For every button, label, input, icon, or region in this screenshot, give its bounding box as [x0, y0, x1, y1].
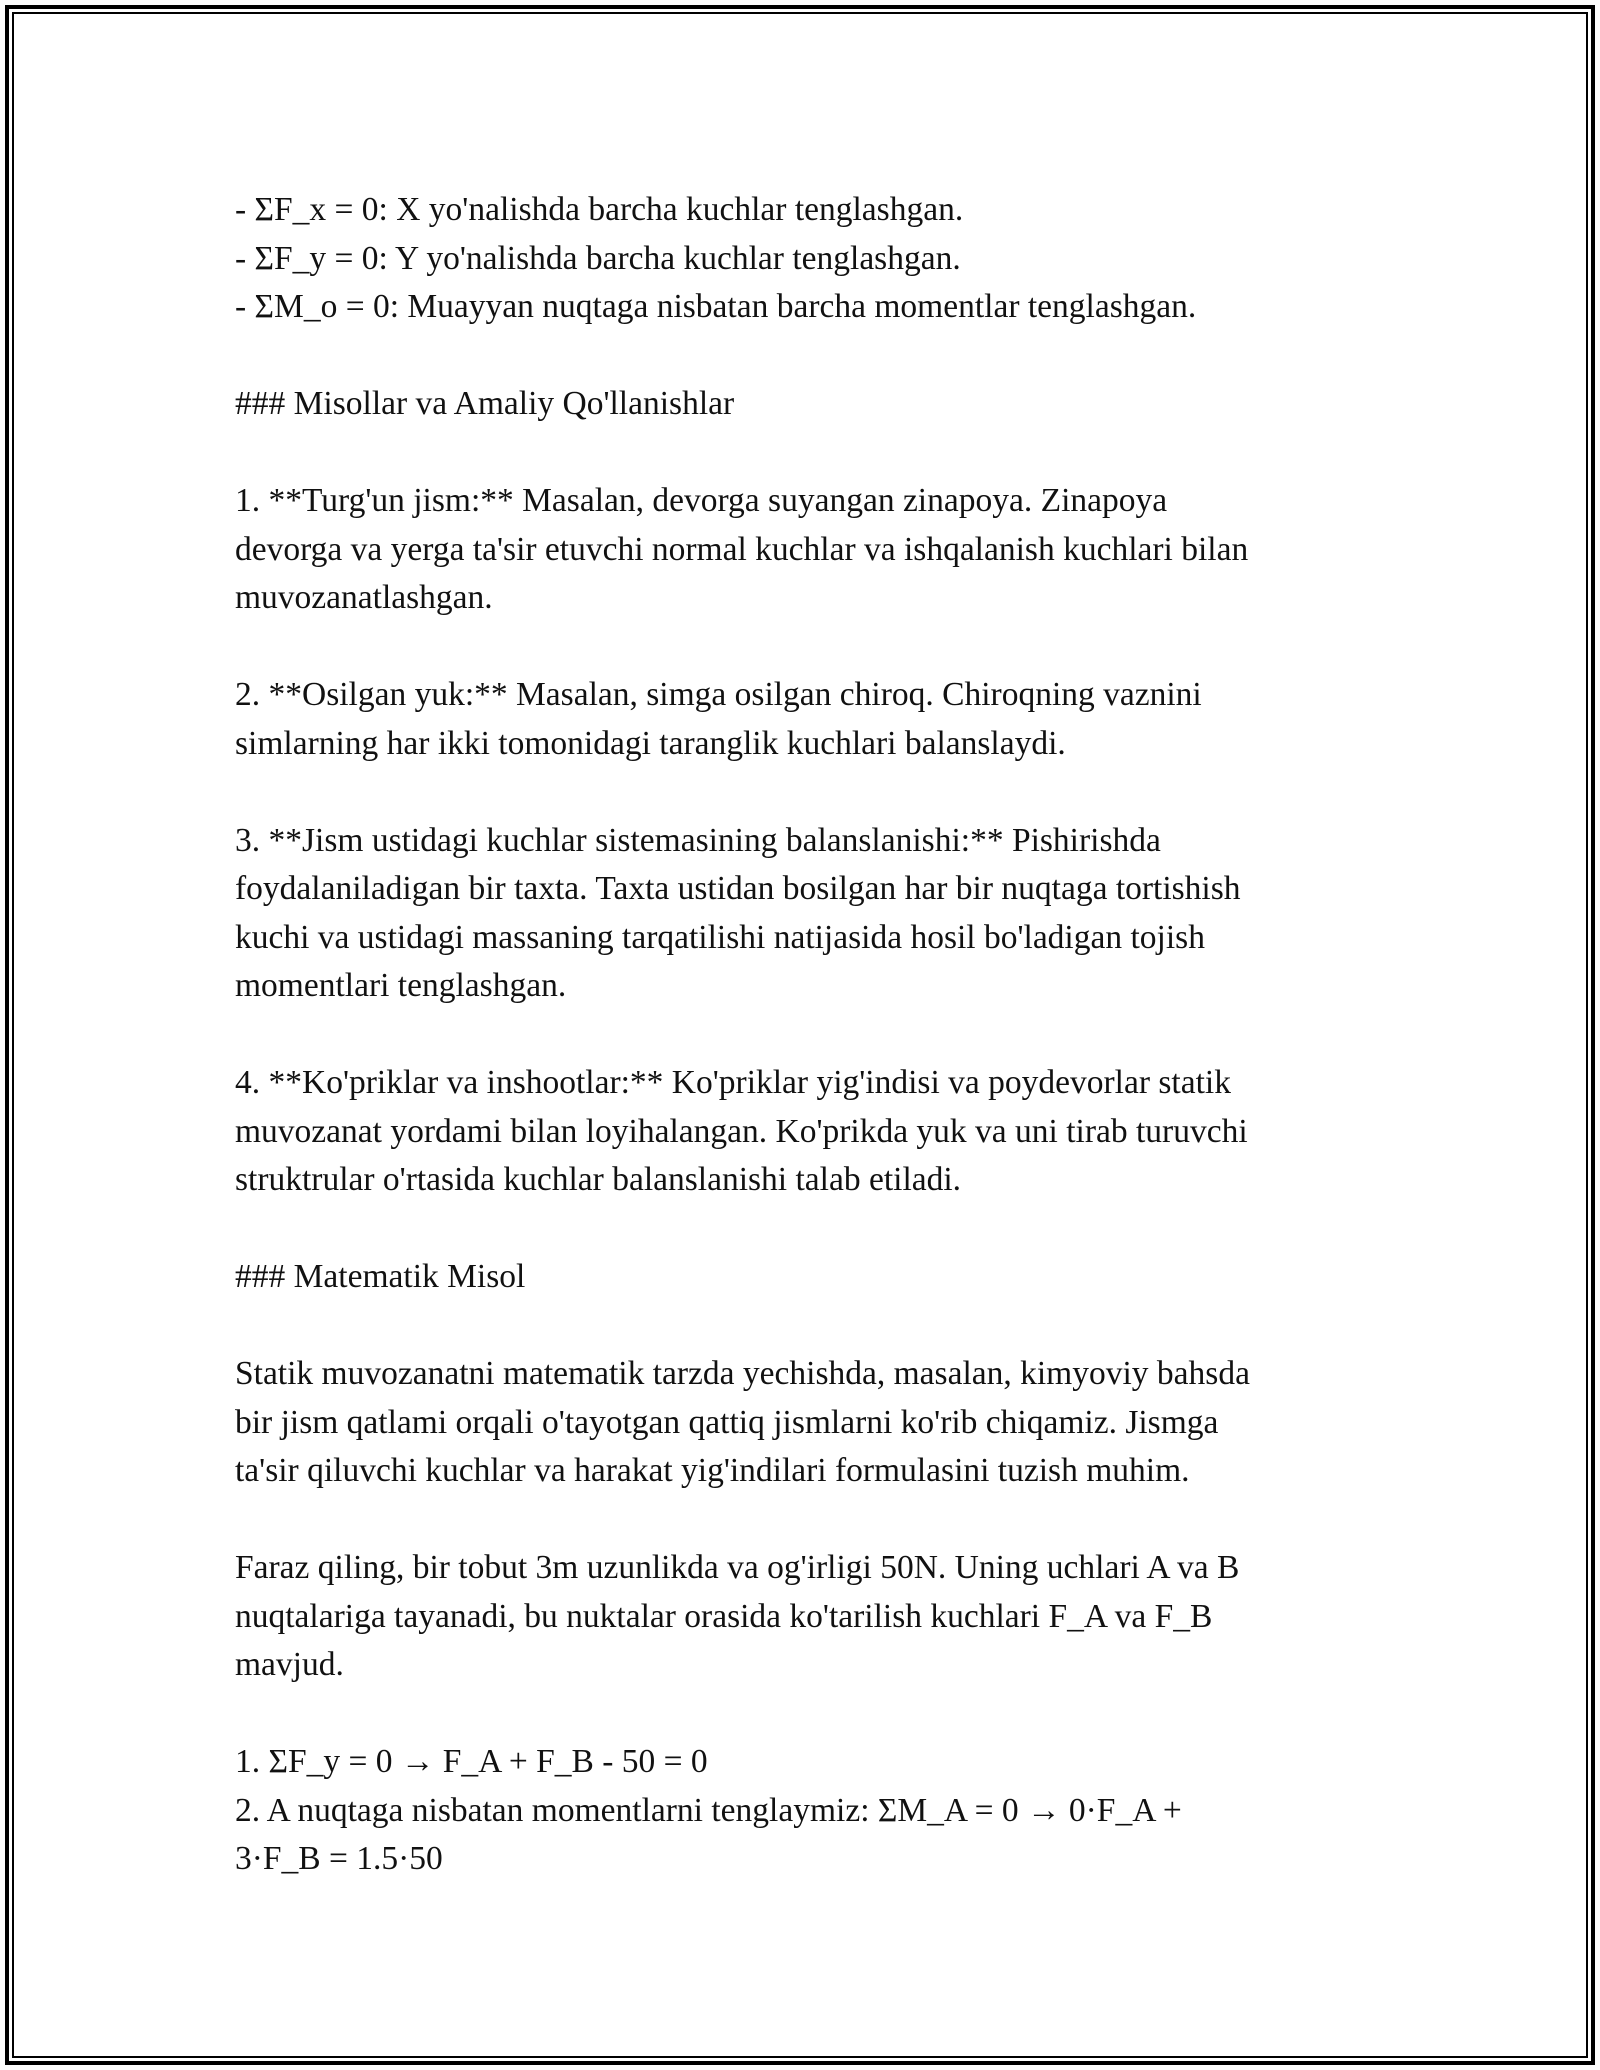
heading-text: ### Misollar va Amaliy Qo'llanishlar [235, 385, 735, 422]
example-item-1 [235, 477, 1365, 623]
example-item-2 [235, 671, 1365, 768]
intro-paragraph [235, 1350, 1365, 1496]
example-line: 3. **Jism ustidagi kuchlar sistemasining balanslanishi:** Pishirishda [235, 821, 1161, 859]
paragraph-line: bir jism qatlami orqali o'tayotgan qattiq jismlarni ko'rib chiqamiz. Jismga [235, 1403, 1219, 1441]
equation-line: 2. A nuqtaga nisbatan momentlarni tenglaymiz: ΣM_A = 0 → 0·F_A + [235, 1791, 1182, 1829]
paragraph-line: ta'sir qiluvchi kuchlar va harakat yig'indilari formulasini tuzish muhim. [235, 1452, 1190, 1489]
paragraph-line: Faraz qiling, bir tobut 3m uzunlikda va og'irligi 50N. Uning uchlari A va B [235, 1549, 1240, 1586]
example-line: simlarning har ikki tomonidagi taranglik kuchlari balanslaydi. [235, 724, 1066, 762]
paragraph-line: Statik muvozanatni matematik tarzda yechishda, masalan, kimyoviy bahsda [235, 1355, 1250, 1392]
example-line: muvozanatlashgan. [235, 579, 493, 616]
condition-line: - ΣM_o = 0: Muayyan nuqtaga nisbatan barcha momentlar tenglashgan. [235, 288, 1197, 325]
equation-line: 3·F_B = 1.5·50 [235, 1840, 443, 1877]
equation-list [235, 1738, 1365, 1884]
paragraph-line: mavjud. [235, 1646, 344, 1683]
document-body [235, 186, 1365, 1932]
equation-line: 1. ΣF_y = 0 → F_A + F_B - 50 = 0 [235, 1743, 708, 1780]
example-item-4 [235, 1059, 1365, 1205]
example-line: struktrular o'rtasida kuchlar balanslanishi talab etiladi. [235, 1161, 962, 1198]
example-line: momentlari tenglashgan. [235, 967, 567, 1004]
example-line: 1. **Turg'un jism:** Masalan, devorga suyangan zinapoya. Zinapoya [235, 482, 1168, 519]
section-heading-math [235, 1253, 1365, 1302]
problem-paragraph [235, 1544, 1365, 1690]
equilibrium-conditions [235, 186, 1365, 332]
example-item-3 [235, 817, 1365, 1011]
example-line: kuchi va ustidagi massaning tarqatilishi natijasida hosil bo'ladigan tojish [235, 918, 1205, 956]
example-line: 2. **Osilgan yuk:** Masalan, simga osilgan chiroq. Chiroqning vaznini [235, 676, 1202, 713]
example-line: devorga va yerga ta'sir etuvchi normal kuchlar va ishqalanish kuchlari bilan [235, 530, 1249, 568]
example-line: foydalaniladigan bir taxta. Taxta ustidan bosilgan har bir nuqtaga tortishish [235, 870, 1241, 907]
section-heading-examples [235, 380, 1365, 429]
example-line: muvozanat yordami bilan loyihalangan. Ko'prikda yuk va uni tirab turuvchi [235, 1112, 1248, 1150]
condition-line: - ΣF_x = 0: X yo'nalishda barcha kuchlar tenglashgan. [235, 191, 964, 228]
paragraph-line: nuqtalariga tayanadi, bu nuktalar orasida ko'tarilish kuchlari F_A va F_B [235, 1597, 1213, 1635]
condition-line: - ΣF_y = 0: Y yo'nalishda barcha kuchlar tenglashgan. [235, 239, 961, 277]
heading-text: ### Matematik Misol [235, 1258, 526, 1295]
example-line: 4. **Ko'priklar va inshootlar:** Ko'priklar yig'indisi va poydevorlar statik [235, 1064, 1231, 1101]
